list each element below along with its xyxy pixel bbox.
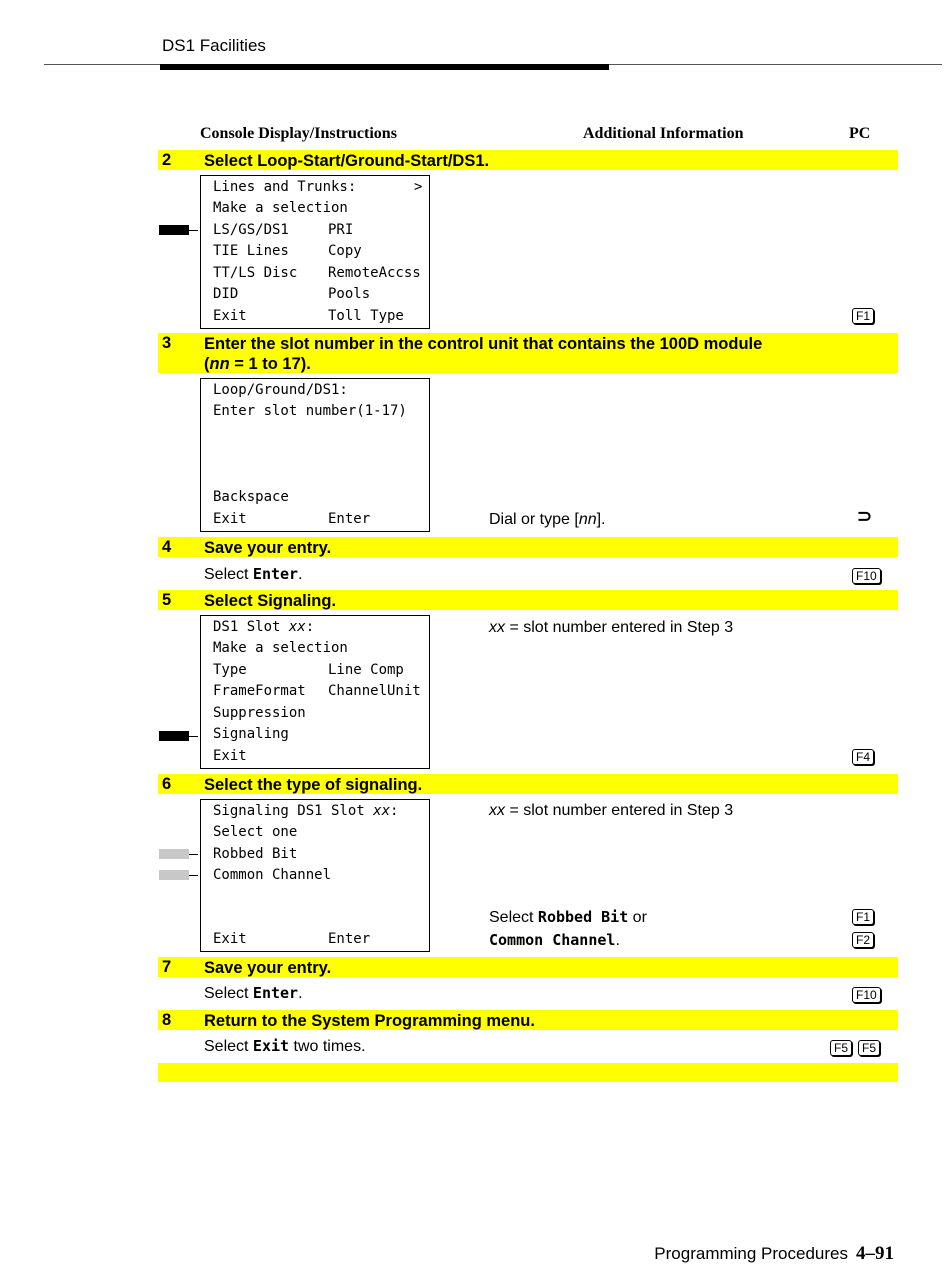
- screen-more-indicator: >: [414, 179, 423, 195]
- select-enter-instruction: Select Enter.: [204, 984, 303, 1002]
- step-6-band: [158, 774, 898, 794]
- selection-marker: [159, 731, 189, 741]
- screen-option[interactable]: Enter: [328, 511, 371, 527]
- f5-key: F5: [830, 1039, 852, 1057]
- step-number: 5: [162, 591, 172, 609]
- screen-option[interactable]: Exit: [213, 931, 247, 947]
- screen-option[interactable]: Type: [213, 662, 247, 678]
- screen-option[interactable]: PRI: [328, 222, 354, 238]
- page-footer: [654, 1243, 894, 1265]
- f2-key: F2: [852, 931, 874, 949]
- selection-marker-line: [189, 736, 198, 737]
- step-instruction: Return to the System Programming menu.: [204, 1012, 535, 1030]
- screen-option[interactable]: TT/LS Disc: [213, 265, 298, 281]
- step-number: 8: [162, 1011, 172, 1029]
- step-7-band: [158, 957, 898, 977]
- screen-option[interactable]: Exit: [213, 511, 247, 527]
- step-2-band: [158, 150, 898, 170]
- screen-option[interactable]: TIE Lines: [213, 243, 289, 259]
- info-slot-note: xx = slot number entered in Step 3: [489, 619, 734, 636]
- step-instruction: Save your entry.: [204, 539, 332, 557]
- screen-line: Make a selection: [213, 200, 348, 216]
- f1-key: F1: [852, 908, 874, 926]
- console-screen-signaling: [200, 799, 430, 952]
- select-exit-instruction: Select Exit two times.: [204, 1037, 366, 1055]
- screen-line: Make a selection: [213, 640, 348, 656]
- step-3-band: [158, 333, 898, 373]
- screen-option[interactable]: Robbed Bit: [213, 846, 298, 862]
- info-select-common: Common Channel.: [489, 931, 620, 949]
- step-4-band: [158, 537, 898, 557]
- step-number: 3: [162, 334, 172, 352]
- screen-option[interactable]: ChannelUnit: [328, 683, 421, 699]
- console-screen-slot-entry: [200, 378, 430, 532]
- step-instruction: Save your entry.: [204, 959, 332, 977]
- screen-option[interactable]: DID: [213, 286, 239, 302]
- screen-option[interactable]: Exit: [213, 748, 247, 764]
- dial-pad-icon: ⊃: [857, 506, 873, 526]
- step-instruction: Select Signaling.: [204, 592, 337, 610]
- selection-marker-line: [189, 854, 198, 855]
- screen-option[interactable]: FrameFormat: [213, 683, 306, 699]
- screen-option[interactable]: Common Channel: [213, 867, 332, 883]
- screen-option[interactable]: Exit: [213, 308, 247, 324]
- f5-key: F5: [858, 1039, 880, 1057]
- screen-line: Loop/Ground/DS1:: [213, 382, 348, 398]
- footer-section: Programming Procedures: [654, 1244, 848, 1263]
- step-instruction: Select Loop-Start/Ground-Start/DS1.: [204, 152, 490, 170]
- f4-key: F4: [852, 748, 874, 766]
- console-screen-ds1-slot: [200, 615, 430, 769]
- step-number: 7: [162, 958, 172, 976]
- step-number: 6: [162, 775, 172, 793]
- info-select-robbed: Select Robbed Bit or: [489, 908, 647, 926]
- screen-option[interactable]: Line Comp: [328, 662, 404, 678]
- step-5-band: [158, 590, 898, 610]
- select-enter-instruction: Select Enter.: [204, 565, 303, 583]
- screen-line: Select one: [213, 824, 298, 840]
- column-heading-pc: PC: [849, 125, 871, 142]
- screen-option[interactable]: Backspace: [213, 489, 289, 505]
- selection-marker: [159, 870, 189, 880]
- screen-option[interactable]: Suppression: [213, 705, 306, 721]
- header-rule-bold: [160, 64, 609, 70]
- column-heading-console: Console Display/Instructions: [200, 125, 397, 142]
- screen-option[interactable]: LS/GS/DS1: [213, 222, 289, 238]
- console-screen-lines-and-trunks: [200, 175, 430, 329]
- screen-line: Enter slot number(1-17): [213, 403, 407, 419]
- selection-marker-line: [189, 875, 198, 876]
- f10-key: F10: [852, 567, 881, 585]
- selection-marker: [159, 225, 189, 235]
- page-number: 4–91: [856, 1243, 894, 1264]
- step-number: 2: [162, 151, 172, 169]
- info-dial: Dial or type [nn].: [489, 511, 606, 528]
- selection-marker: [159, 849, 189, 859]
- screen-line: Signaling DS1 Slot xx:: [213, 803, 399, 819]
- f1-key: F1: [852, 307, 874, 325]
- screen-option[interactable]: Signaling: [213, 726, 289, 742]
- f10-key: F10: [852, 986, 881, 1004]
- step-8-band: [158, 1010, 898, 1030]
- screen-option[interactable]: Enter: [328, 931, 371, 947]
- step-instruction: Enter the slot number in the control unit that contains the 100D module (nn = 1 to 17).: [204, 335, 763, 373]
- step-instruction: Select the type of signaling.: [204, 776, 423, 794]
- selection-marker-line: [189, 230, 198, 231]
- step-number: 4: [162, 538, 172, 556]
- screen-option[interactable]: Pools: [328, 286, 371, 302]
- screen-option[interactable]: Copy: [328, 243, 362, 259]
- screen-option[interactable]: Toll Type: [328, 308, 404, 324]
- screen-option[interactable]: RemoteAccss: [328, 265, 421, 281]
- info-slot-note: xx = slot number entered in Step 3: [489, 802, 734, 819]
- screen-line: DS1 Slot xx:: [213, 619, 315, 635]
- table-end-band: [158, 1063, 898, 1082]
- screen-line: Lines and Trunks:: [213, 179, 357, 195]
- running-header: DS1 Facilities: [162, 36, 266, 55]
- column-heading-info: Additional Information: [583, 125, 744, 142]
